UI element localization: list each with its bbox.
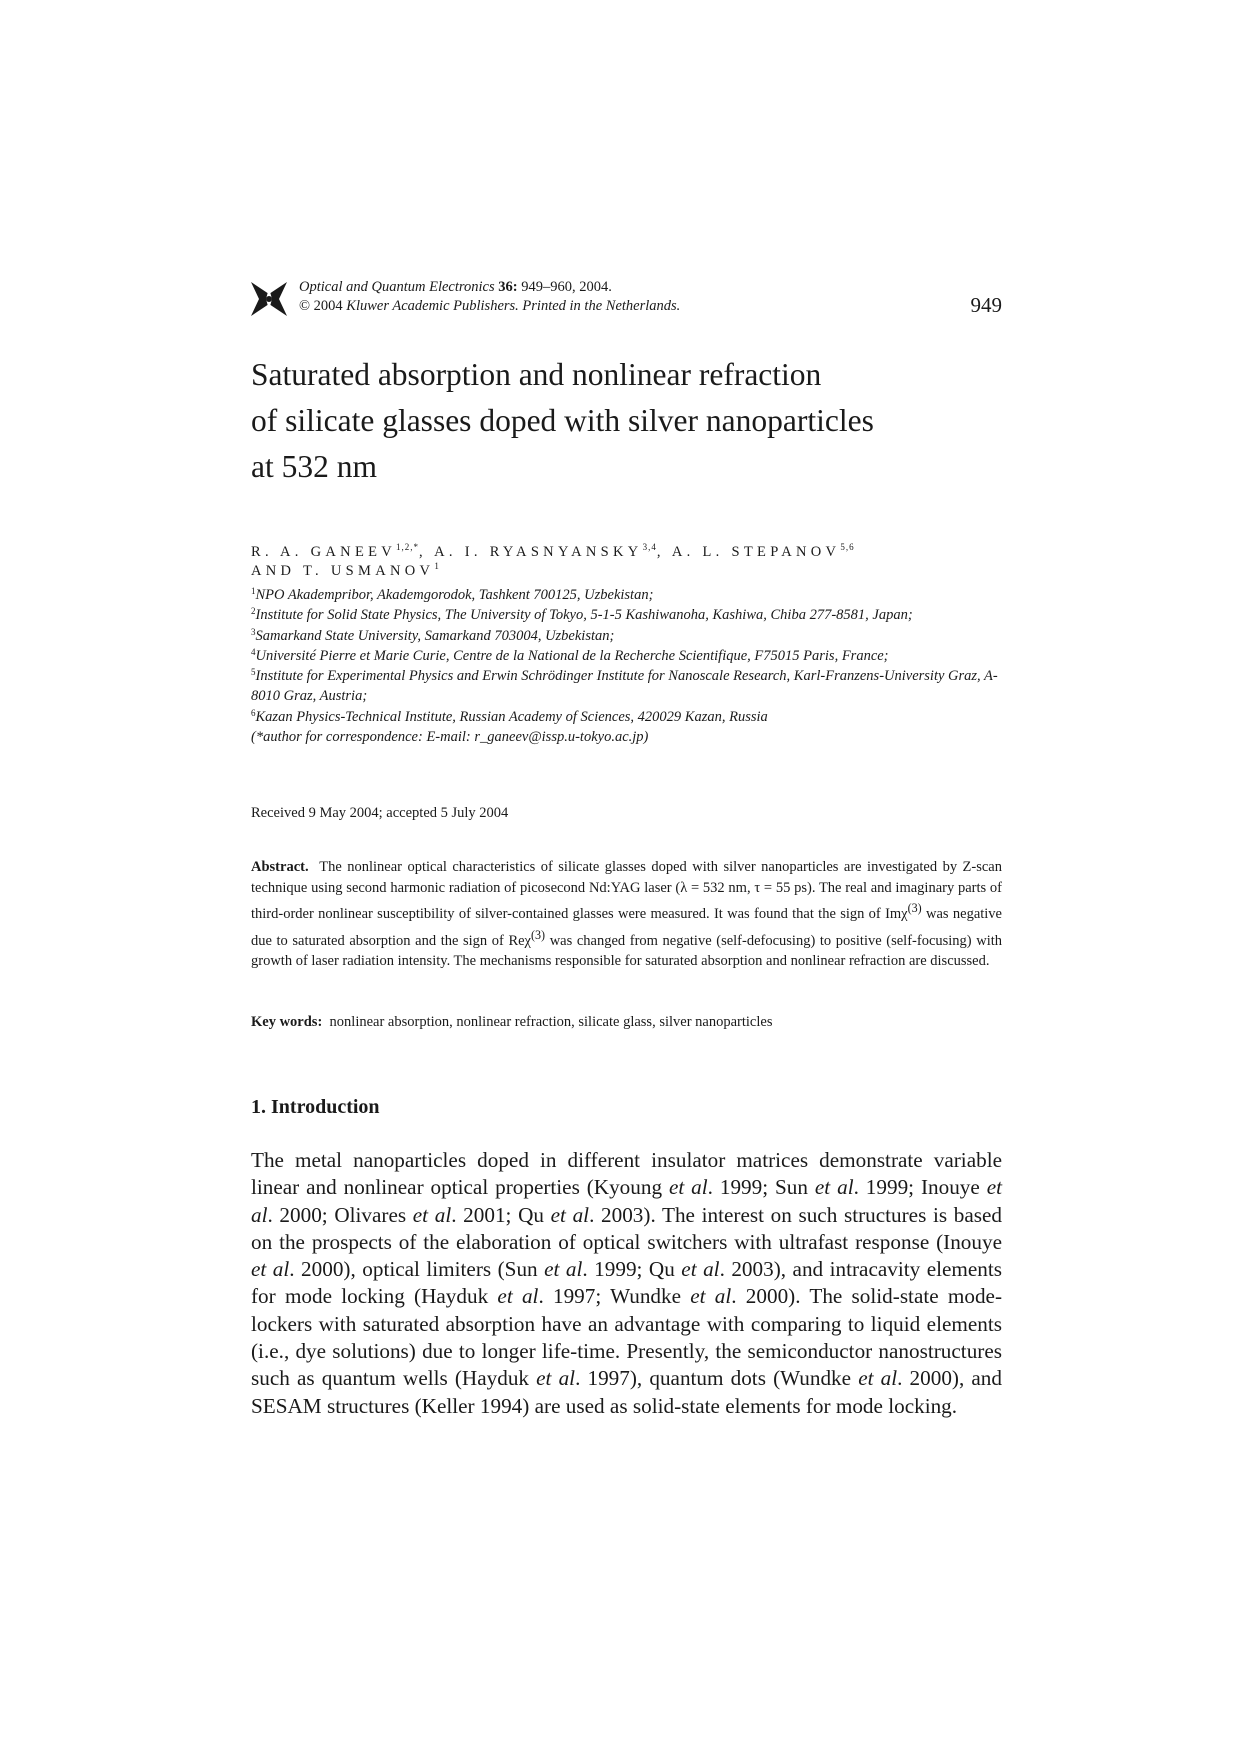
- keywords: [251, 1014, 1002, 1031]
- abstract-superscript: (3): [531, 927, 546, 942]
- body-text: . 2001; Qu: [451, 1202, 551, 1227]
- title-line: Saturated absorption and nonlinear refraction: [251, 357, 822, 392]
- abstract-text: was changed from negative (self-defocusing) to positive (self-focusing) with growth of laser radiation intensity. The mechanisms responsible for saturated absorption and nonlinear refraction are discussed.: [251, 932, 1003, 970]
- citation-etal: et al: [550, 1202, 590, 1227]
- author-name: A. L. STEPANOV: [671, 544, 841, 560]
- body-text: . 1999; Qu: [582, 1257, 682, 1282]
- copyright-line: [299, 297, 680, 316]
- abstract-text: The nonlinear optical characteristics of silicate glasses doped with silver nanoparticles are investigated by Z-scan technique using second harmonic radiation of picosecond Nd:YAG laser (λ = 532 nm, τ = 55 ps). The real and imaginary parts of third-order nonlinear susceptibility of silver-contained glasses were measured. It was found that the sign of Imχ: [251, 859, 1002, 923]
- affiliation: [251, 646, 1002, 666]
- copyright-year: 2004: [313, 298, 343, 314]
- author-list: [251, 543, 1002, 581]
- citation-etal: et al: [251, 1175, 1002, 1227]
- citation-etal: et al: [681, 1257, 720, 1282]
- abstract: [251, 857, 1002, 972]
- title-line: of silicate glasses doped with silver nanoparticles: [251, 403, 874, 438]
- affiliation-text: Université Pierre et Marie Curie, Centre de la National de la Recherche Scientifique, F75015 Paris, France;: [255, 647, 889, 664]
- citation-etal: et al: [668, 1175, 708, 1200]
- affiliation-text: Samarkand State University, Samarkand 703004, Uzbekistan;: [255, 627, 615, 644]
- author-line: [251, 562, 1002, 581]
- author-affiliation-marker: 5,6: [840, 542, 855, 552]
- author-name: AND T. USMANOV: [251, 563, 435, 579]
- author-line: R. A. $GANEEV^{1,2,*}$, A. I. RYASNYANSKY$^{3,4}$, A. L. STEPANOV$^{5,6}$: [251, 542, 855, 560]
- abstract-superscript: (3): [907, 901, 922, 916]
- citation-etal: et al: [858, 1366, 898, 1391]
- affiliation: [251, 666, 1002, 707]
- citation-etal: et al: [497, 1284, 539, 1309]
- correspondence-note: (*author for correspondence: E-mail: r_ganeev@issp.u-tokyo.ac.jp): [251, 729, 649, 746]
- title-line: at 532 nm: [251, 449, 377, 484]
- publisher-logo-icon: [249, 279, 289, 319]
- page-number: 949: [970, 293, 1002, 317]
- author-affiliation-marker: 3,4: [642, 542, 657, 552]
- abstract-label: Abstract.: [251, 859, 309, 875]
- affiliation-marker: 3: [251, 626, 256, 637]
- author-affiliation-marker: 1,2,*: [396, 542, 420, 552]
- affiliation: [251, 626, 1002, 646]
- author-name: A. I. RYASNYANSKY: [434, 544, 643, 560]
- affiliation: [251, 707, 1002, 727]
- citation-etal: et al: [544, 1257, 583, 1282]
- citation-etal: et al: [690, 1284, 732, 1309]
- paper-title: [251, 352, 1002, 490]
- body-text: . 2003). The interest on such structures is based on the prospects of the elaboration of optical switchers with ultrafast response (Inouye: [251, 1202, 1003, 1254]
- journal-line: [299, 278, 680, 297]
- author-name: R. A. GANEEV: [251, 544, 397, 560]
- author-affiliation-marker: 1: [434, 561, 440, 571]
- running-header: [251, 279, 1002, 319]
- body-text: . 2003), and intracavity elements for mode locking (Hayduk: [251, 1257, 1003, 1309]
- body-text: . 2000; Olivares: [267, 1202, 413, 1227]
- journal-citation: [299, 278, 680, 316]
- affiliation-text: Institute for Experimental Physics and Erwin Schrödinger Institute for Nanoscale Research, Karl-Franzens-University Graz, A-8010 Graz, Austria;: [251, 668, 998, 705]
- journal-pages: 949–960, 2004.: [521, 279, 612, 295]
- affiliation-marker: 4: [251, 646, 256, 657]
- body-text: The metal nanoparticles doped in different insulator matrices demonstrate variable linear and nonlinear optical properties (Kyoung: [251, 1148, 1002, 1200]
- copyright-symbol: ©: [299, 298, 311, 314]
- keywords-text: nonlinear absorption, nonlinear refraction, silicate glass, silver nanoparticles: [329, 1014, 773, 1030]
- body-text: . 1997), quantum dots (Wundke: [575, 1366, 859, 1391]
- body-text: . 2000), optical limiters (Sun: [289, 1257, 545, 1282]
- citation-etal: et al: [814, 1175, 854, 1200]
- affiliation-marker: 6: [251, 707, 256, 718]
- citation-etal: et al: [536, 1366, 576, 1391]
- body-text: . 1999; Inouye: [853, 1175, 987, 1200]
- introduction-paragraph: [251, 1147, 1002, 1420]
- received-dates: Received 9 May 2004; accepted 5 July 2004: [251, 805, 509, 821]
- affiliation-text: Institute for Solid State Physics, The University of Tokyo, 5-1-5 Kashiwanoha, Kashiwa, Chiba 277-8581, Japan;: [255, 607, 913, 624]
- journal-volume: 36:: [498, 279, 518, 295]
- affiliation-marker: 2: [251, 606, 256, 617]
- affiliation-marker: 5: [251, 667, 256, 678]
- section-heading: 1. Introduction: [251, 1096, 380, 1118]
- keywords-label: Key words:: [251, 1014, 323, 1030]
- affiliation: [251, 585, 1002, 605]
- body-text: . 2000). The solid-state mode-lockers with saturated absorption have an advantage with comparing to liquid elements (i.e., dye solutions) due to longer life-time. Presently, the semiconductor nanostructures such as quantum wells (Hayduk: [251, 1284, 1003, 1391]
- citation-etal: et al: [412, 1202, 452, 1227]
- citation-etal: et al: [251, 1257, 290, 1282]
- affiliation-marker: 1: [251, 586, 256, 596]
- body-text: . 1997; Wundke: [538, 1284, 691, 1309]
- affiliation-list: [251, 585, 1002, 747]
- body-text: . 2000), and SESAM structures (Keller 1994) are used as solid-state elements for mode locking.: [251, 1366, 1002, 1418]
- abstract-text: was negative due to saturated absorption and the sign of Reχ: [251, 906, 1002, 949]
- publisher-name: Kluwer Academic Publishers. Printed in the Netherlands.: [346, 298, 681, 314]
- affiliation: [251, 605, 1002, 625]
- body-text: . 1999; Sun: [707, 1175, 815, 1200]
- affiliation-text: NPO Akadempribor, Akademgorodok, Tashkent 700125, Uzbekistan;: [255, 587, 654, 603]
- affiliation-text: Kazan Physics-Technical Institute, Russian Academy of Sciences, 420029 Kazan, Russia: [255, 708, 768, 725]
- journal-name: Optical and Quantum Electronics: [299, 279, 495, 295]
